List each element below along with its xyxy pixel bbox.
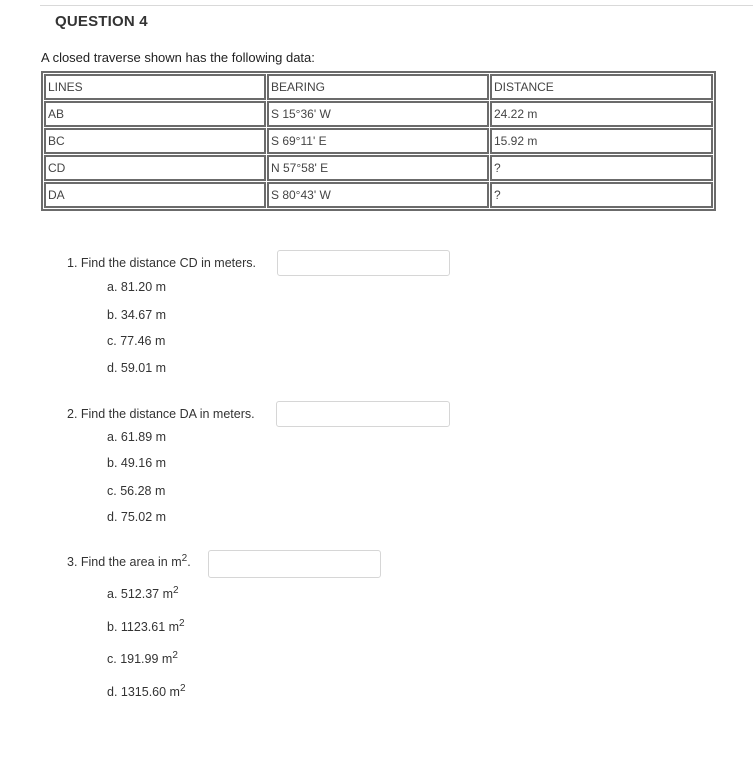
table-row [44, 182, 713, 208]
top-divider [40, 5, 753, 6]
header-lines: LINES [44, 74, 266, 100]
question-2-option-d: d. 75.02 m [107, 510, 167, 524]
table-header-row [44, 74, 713, 100]
header-bearing: BEARING [267, 74, 489, 100]
question-2-option-c: c. 56.28 m [107, 484, 166, 498]
table-row [44, 128, 713, 154]
question-3-option-d [107, 682, 186, 699]
question-1-option-c: c. 77.46 m [107, 334, 166, 348]
question-3-prompt-text: 3. Find the area in m [67, 555, 182, 569]
option-text: c. 191.99 m [107, 652, 173, 666]
question-2-option-b: b. 49.16 m [107, 456, 167, 470]
question-3-prompt [67, 552, 191, 569]
question-3-prompt-exponent: 2 [181, 552, 188, 564]
traverse-table [41, 71, 716, 211]
question-3-option-a [107, 584, 179, 601]
bearing-cell: S 69°11' E [267, 128, 489, 154]
question-2-option-a: a. 61.89 m [107, 430, 167, 444]
question-2-answer-input[interactable] [276, 401, 450, 427]
table-row [44, 101, 713, 127]
table-row [44, 155, 713, 181]
question-1-option-b: b. 34.67 m [107, 308, 167, 322]
option-text: d. 1315.60 m [107, 685, 180, 699]
question-title: QUESTION 4 [55, 13, 148, 30]
question-3-option-c [107, 649, 178, 666]
question-3-prompt-end: . [187, 555, 191, 569]
option-text: b. 1123.61 m [107, 620, 180, 634]
question-3-answer-input[interactable] [208, 550, 381, 578]
option-exponent: 2 [179, 617, 185, 629]
bearing-cell: S 15°36' W [267, 101, 489, 127]
distance-cell: ? [490, 155, 713, 181]
line-cell: AB [44, 101, 266, 127]
line-cell: BC [44, 128, 266, 154]
line-cell: CD [44, 155, 266, 181]
header-distance: DISTANCE [490, 74, 713, 100]
bearing-cell: S 80°43' W [267, 182, 489, 208]
question-1-option-a: a. 81.20 m [107, 280, 167, 294]
question-1-option-d: d. 59.01 m [107, 361, 167, 375]
distance-cell: ? [490, 182, 713, 208]
distance-cell: 24.22 m [490, 101, 713, 127]
question-1-answer-input[interactable] [277, 250, 450, 276]
distance-cell: 15.92 m [490, 128, 713, 154]
question-1-prompt: 1. Find the distance CD in meters. [67, 256, 256, 270]
line-cell: DA [44, 182, 266, 208]
question-3-option-b [107, 617, 185, 634]
option-exponent: 2 [172, 649, 178, 661]
intro-text: A closed traverse shown has the following data: [41, 50, 315, 65]
option-exponent: 2 [179, 682, 186, 694]
option-exponent: 2 [173, 584, 179, 596]
question-2-prompt: 2. Find the distance DA in meters. [67, 407, 255, 421]
bearing-cell: N 57°58' E [267, 155, 489, 181]
option-text: a. 512.37 m [107, 587, 174, 601]
